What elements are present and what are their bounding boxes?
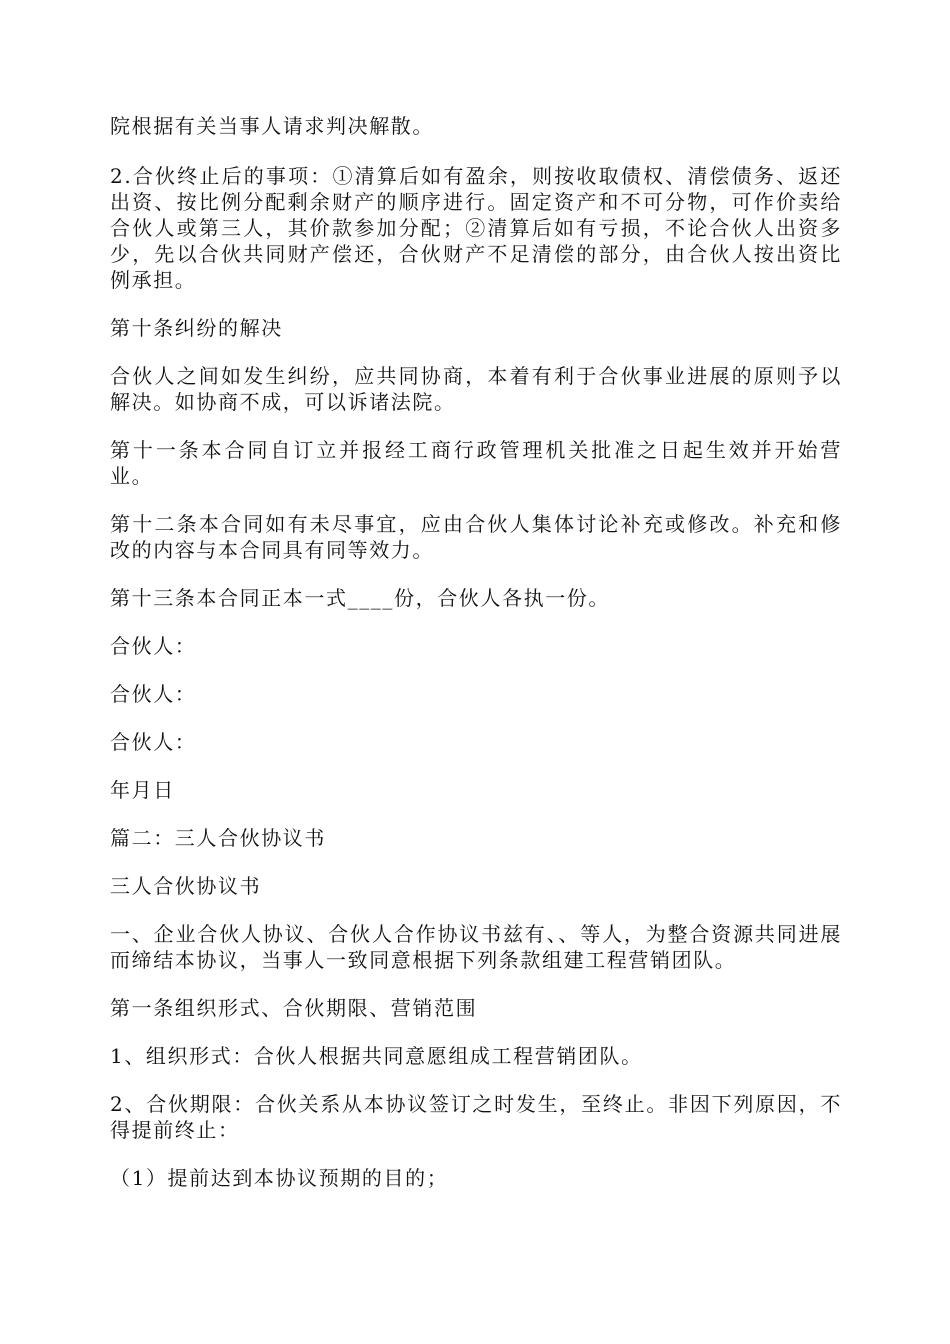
document-title: 三人合伙协议书 <box>110 874 262 898</box>
paragraph-article-13: 第十三条本合同正本一式____份，合伙人各执一份。 <box>110 586 610 610</box>
section-title-part-2: 篇二：三人合伙协议书 <box>110 826 326 850</box>
paragraph-dissolution-tail: 院根据有关当事人请求判决解散。 <box>110 114 434 138</box>
document-page <box>110 113 842 1213</box>
heading-article-1: 第一条组织形式、合伙期限、营销范围 <box>110 996 478 1020</box>
paragraph-organization-form: 1、组织形式：合伙人根据共同意愿组成工程营销团队。 <box>110 1044 643 1068</box>
signature-partner-2: 合伙人： <box>110 682 197 706</box>
paragraph-partnership-term: 2、合伙期限：合伙关系从本协议签订之时发生，至终止。非因下列原因，不得提前终止： <box>110 1092 842 1142</box>
paragraph-article-12: 第十二条本合同如有未尽事宜，应由合伙人集体讨论补充或修改。补充和修改的内容与本合同具有同等效力。 <box>110 512 842 562</box>
heading-article-10: 第十条纠纷的解决 <box>110 316 283 340</box>
signature-partner-1: 合伙人： <box>110 634 197 658</box>
paragraph-post-termination: 2.合伙终止后的事项：①清算后如有盈余，则按收取债权、清偿债务、返还出资、按比例分配剩余财产的顺序进行。固定资产和不可分物，可作价卖给合伙人或第三人，其价款参加分配；②清算后如有亏损，不论合伙人出资多少，先以合伙共同财产偿还，合伙财产不足清偿的部分，由合伙人按出资比例承担。 <box>110 164 842 292</box>
paragraph-preamble: 一、企业合伙人协议、合伙人合作协议书兹有、、等人，为整合资源共同进展而缔结本协议，当事人一致同意根据下列条款组建工程营销团队。 <box>110 922 842 972</box>
signature-partner-3: 合伙人： <box>110 730 197 754</box>
paragraph-article-11: 第十一条本合同自订立并报经工商行政管理机关批准之日起生效并开始营业。 <box>110 438 842 488</box>
signature-date: 年月日 <box>110 778 175 802</box>
list-item-termination-reason-1: （1）提前达到本协议预期的目的； <box>110 1166 449 1190</box>
paragraph-dispute-resolution: 合伙人之间如发生纠纷，应共同协商，本着有利于合伙事业进展的原则予以解决。如协商不成，可以诉诸法院。 <box>110 364 842 414</box>
